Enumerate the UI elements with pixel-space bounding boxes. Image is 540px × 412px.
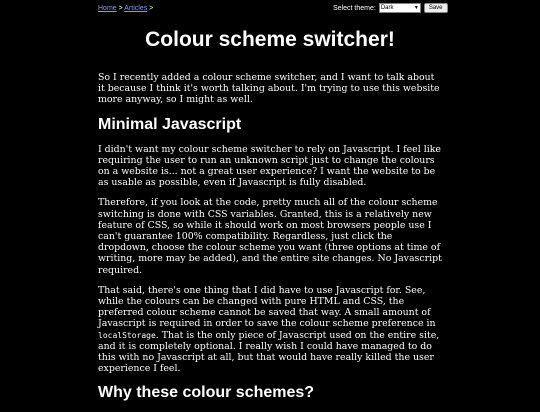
breadcrumb-home-link[interactable]: Home	[98, 5, 117, 12]
chevron-down-icon: ▼	[413, 5, 419, 11]
theme-switcher	[333, 3, 448, 13]
breadcrumb	[98, 5, 153, 12]
paragraph-text: That said, there's one thing that I did have to use Javascript for. See, while the colours can be changed with pure HTML and CSS, the preferred colour scheme cannot be saved that way. A small amount of Javascript is required in order to save the colour scheme preference in	[98, 284, 436, 330]
breadcrumb-separator: >	[147, 5, 154, 12]
section-heading-minimal-javascript: Minimal Javascript	[98, 115, 242, 133]
section-heading-why-colour-schemes: Why these colour schemes?	[98, 384, 315, 402]
theme-select[interactable]	[379, 3, 421, 13]
intro-paragraph: So I recently added a colour scheme switcher, and I want to talk about it because I think it's worth talking about. I'm trying to use this website more anyway, so I might as well.	[98, 72, 440, 106]
save-theme-button[interactable]: Save	[424, 3, 448, 13]
theme-select-value: Dark	[380, 5, 394, 11]
paragraph: Therefore, if you look at the code, pretty much all of the colour scheme switching is done with CSS variables. Granted, this is a relatively new feature of CSS, so while it should work on most browsers people use I can't guarantee 100% compatibility. Regardless, just click the dropdown, choose the colour scheme you want (three options at time of writing, more may be added), and the entire site changes. No Javascript required.	[98, 197, 442, 276]
paragraph: I didn't want my colour scheme switcher to rely on Javascript. I feel like requiring the user to run an unknown script just to change the colours on a website is... not a great user experience? I want the website to be as usable as possible, even if Javascript is fully disabled.	[98, 143, 441, 189]
top-bar	[0, 0, 540, 20]
paragraph	[98, 285, 443, 375]
theme-select-label: Select theme:	[333, 4, 376, 12]
breadcrumb-separator: >	[116, 5, 125, 12]
paragraph-text: . That is the only piece of Javascript used on the entire site, and it is completely optional. I really wish I could have managed to do this with no Javascript at all, but that would have really killed the user experience I feel.	[98, 329, 440, 375]
inline-code: localStorage	[98, 330, 156, 340]
page-title: Colour scheme switcher!	[145, 28, 395, 51]
article-content	[98, 72, 443, 412]
breadcrumb-articles-link[interactable]: Articles	[124, 5, 148, 12]
